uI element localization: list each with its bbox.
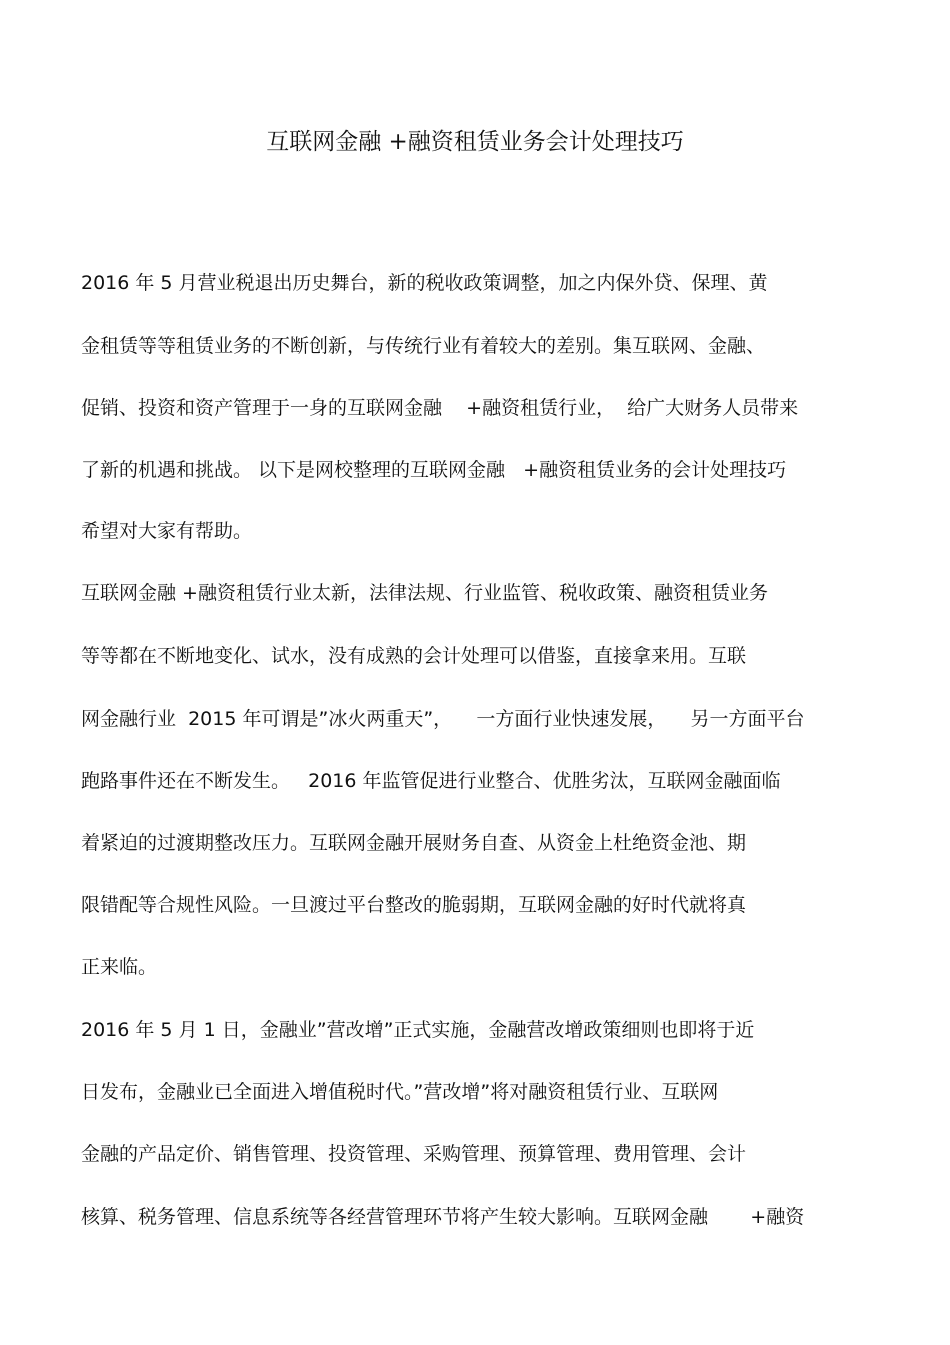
paragraph-line: 核算、税务管理、信息系统等各经营管理环节将产生较大影响。互联网金融 +融资	[81, 1206, 805, 1228]
paragraph-line: 2016 年 5 月营业税退出历史舞台，新的税收政策调整，加之内保外贷、保理、黄	[81, 272, 768, 294]
paragraph-line: 2016 年 5 月 1 日，金融业”营改增”正式实施，金融营改增政策细则也即将于近	[81, 1019, 755, 1041]
document-title: 互联网金融 +融资租赁业务会计处理技巧	[266, 129, 684, 155]
paragraph-line: 着紧迫的过渡期整改压力。互联网金融开展财务自查、从资金上杜绝资金池、期	[81, 832, 747, 854]
paragraph-line: 了新的机遇和挑战。 以下是网校整理的互联网金融 +融资租赁业务的会计处理技巧	[81, 459, 787, 481]
paragraph-line: 希望对大家有帮助。	[81, 520, 253, 542]
paragraph-line: 正来临。	[81, 956, 158, 978]
paragraph-line: 促销、投资和资产管理于一身的互联网金融 +融资租赁行业， 给广大财务人员带来	[81, 397, 799, 419]
paragraph-line: 跑路事件还在不断发生。 2016 年监管促进行业整合、优胜劣汰，互联网金融面临	[81, 770, 781, 792]
paragraph-line: 等等都在不断地变化、试水，没有成熟的会计处理可以借鉴，直接拿来用。互联	[81, 645, 747, 667]
paragraph-line: 限错配等合规性风险。一旦渡过平台整改的脆弱期，互联网金融的好时代就将真	[81, 894, 747, 916]
paragraph-line: 日发布，金融业已全面进入增值税时代。”营改增”将对融资租赁行业、互联网	[81, 1081, 719, 1103]
paragraph-line: 网金融行业 2015 年可谓是”冰火两重天”， 一方面行业快速发展， 另一方面平台	[81, 708, 805, 730]
paragraph-line: 金租赁等等租赁业务的不断创新，与传统行业有着较大的差别。集互联网、金融、	[81, 335, 766, 357]
paragraph-line: 金融的产品定价、销售管理、投资管理、采购管理、预算管理、费用管理、会计	[81, 1143, 747, 1165]
paragraph-line: 互联网金融 +融资租赁行业太新，法律法规、行业监管、税收政策、融资租赁业务	[81, 582, 768, 604]
